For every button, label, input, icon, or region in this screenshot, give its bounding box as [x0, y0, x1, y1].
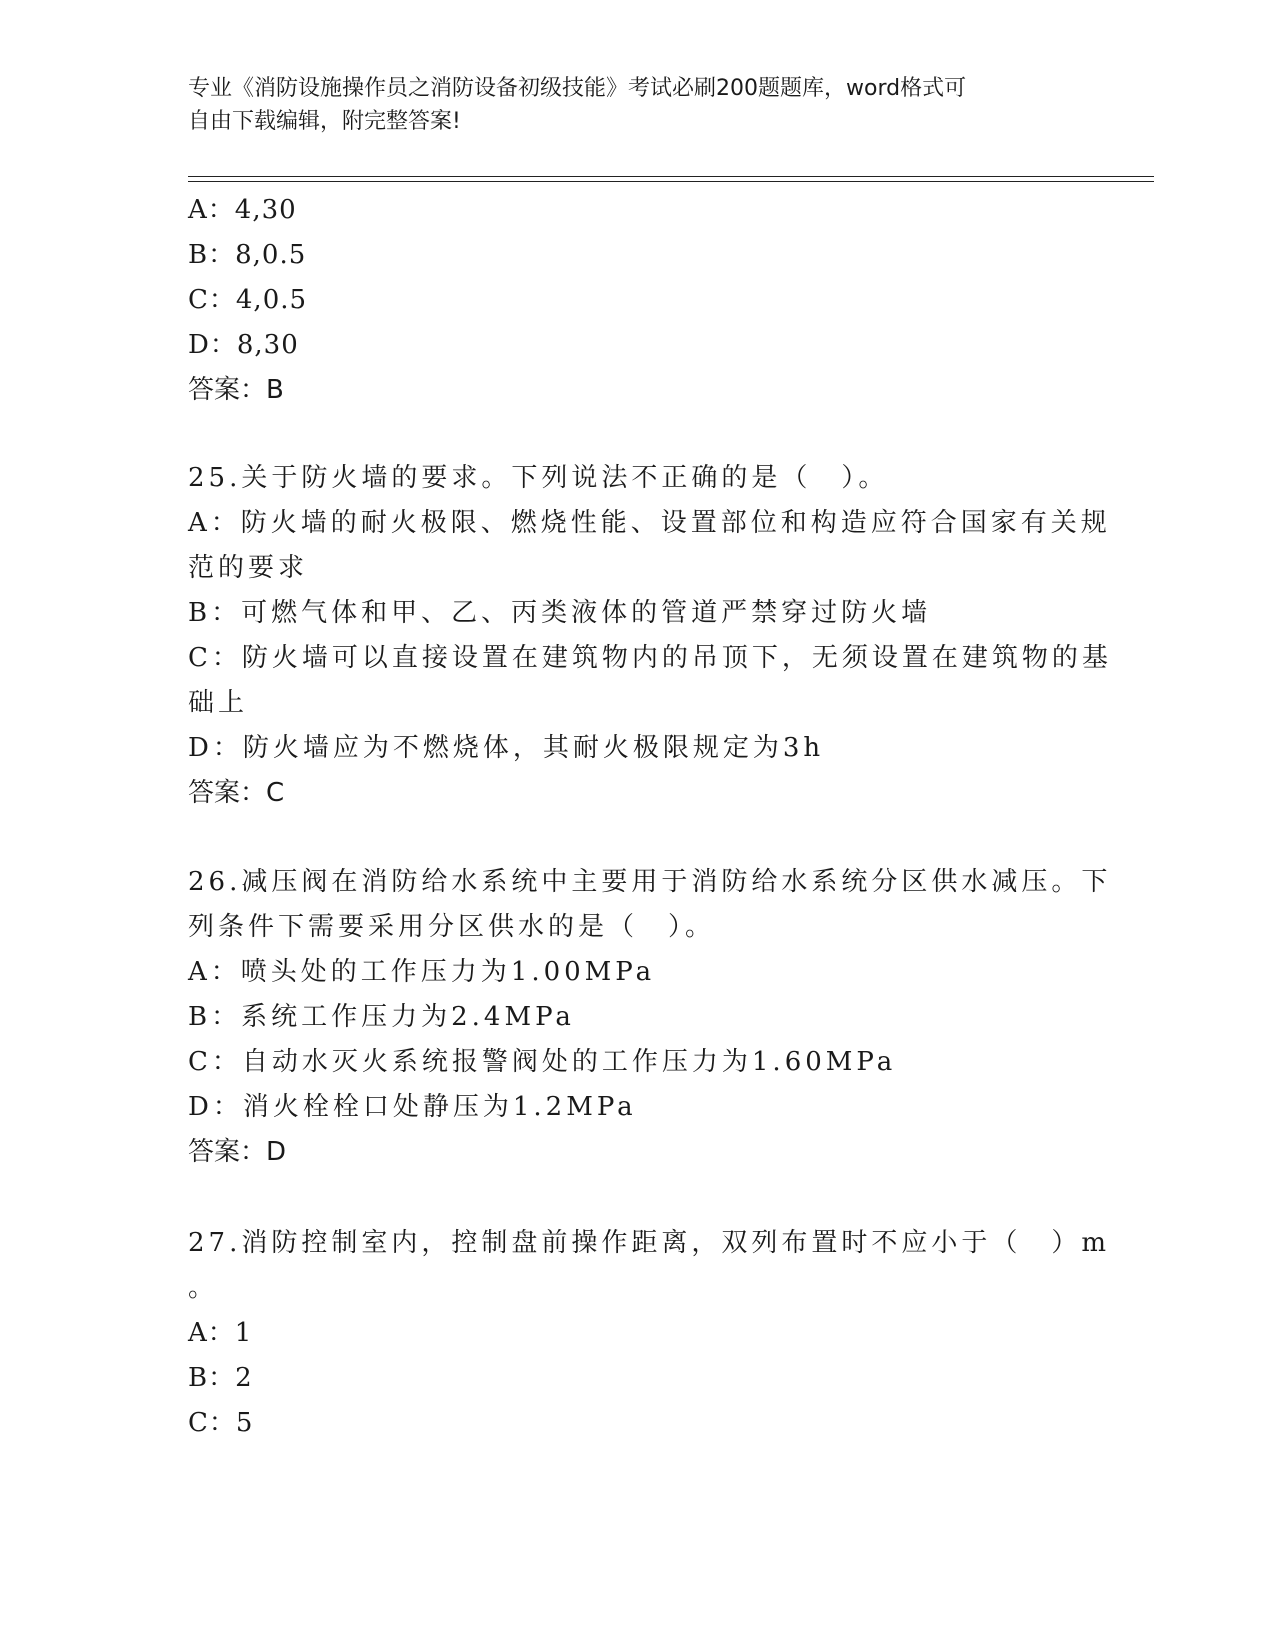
q25-option-b: B：可燃气体和甲、乙、丙类液体的管道严禁穿过防火墙 [188, 598, 932, 628]
q25-answer: 答案：C [188, 778, 285, 808]
document-header [188, 72, 1088, 138]
q25-option-a-line-1: A：防火墙的耐火极限、燃烧性能、设置部位和构造应符合国家有关规 [188, 508, 1111, 538]
header-line-2: 自由下载编辑，附完整答案! [188, 109, 461, 134]
q25-option-a-line-2: 范的要求 [188, 553, 309, 583]
q24-option-a: A：4,30 [188, 195, 297, 225]
q26-option-c: C：自动水灭火系统报警阀处的工作压力为1.60MPa [188, 1047, 897, 1077]
q24-option-c: C：4,0.5 [188, 285, 308, 315]
q26-question-line-2: 列条件下需要采用分区供水的是（ ）。 [188, 912, 716, 942]
q25-question: 25.关于防火墙的要求。下列说法不正确的是（ ）。 [188, 463, 889, 493]
q27-question-line-1: 27.消防控制室内，控制盘前操作距离，双列布置时不应小于（ ）m [188, 1228, 1111, 1258]
q27-question-line-2: 。 [188, 1273, 216, 1303]
q26-question-line-1: 26.减压阀在消防给水系统中主要用于消防给水系统分区供水减压。下 [188, 867, 1112, 897]
header-line-1: 专业《消防设施操作员之消防设备初级技能》考试必刷200题题库，word格式可 [188, 76, 967, 101]
q25-option-c-line-2: 础上 [188, 688, 249, 718]
q24-option-b: B：8,0.5 [188, 240, 307, 270]
q24-option-d: D：8,30 [188, 330, 299, 360]
q27-option-c: C：5 [188, 1408, 254, 1438]
q25-option-c-line-1: C：防火墙可以直接设置在建筑物内的吊顶下，无须设置在建筑物的基 [188, 643, 1112, 673]
q27-option-b: B：2 [188, 1363, 253, 1393]
q26-option-d: D：消火栓栓口处静压为1.2MPa [188, 1092, 637, 1122]
q26-answer: 答案：D [188, 1137, 287, 1167]
q26-option-b: B：系统工作压力为2.4MPa [188, 1002, 575, 1032]
q25-option-d: D：防火墙应为不燃烧体，其耐火极限规定为3h [188, 733, 825, 763]
q27-option-a: A：1 [188, 1318, 253, 1348]
q26-option-a: A：喷头处的工作压力为1.00MPa [188, 957, 656, 987]
header-rule-bottom [188, 181, 1154, 182]
header-rule-top [188, 176, 1154, 177]
q24-answer: 答案：B [188, 375, 284, 405]
